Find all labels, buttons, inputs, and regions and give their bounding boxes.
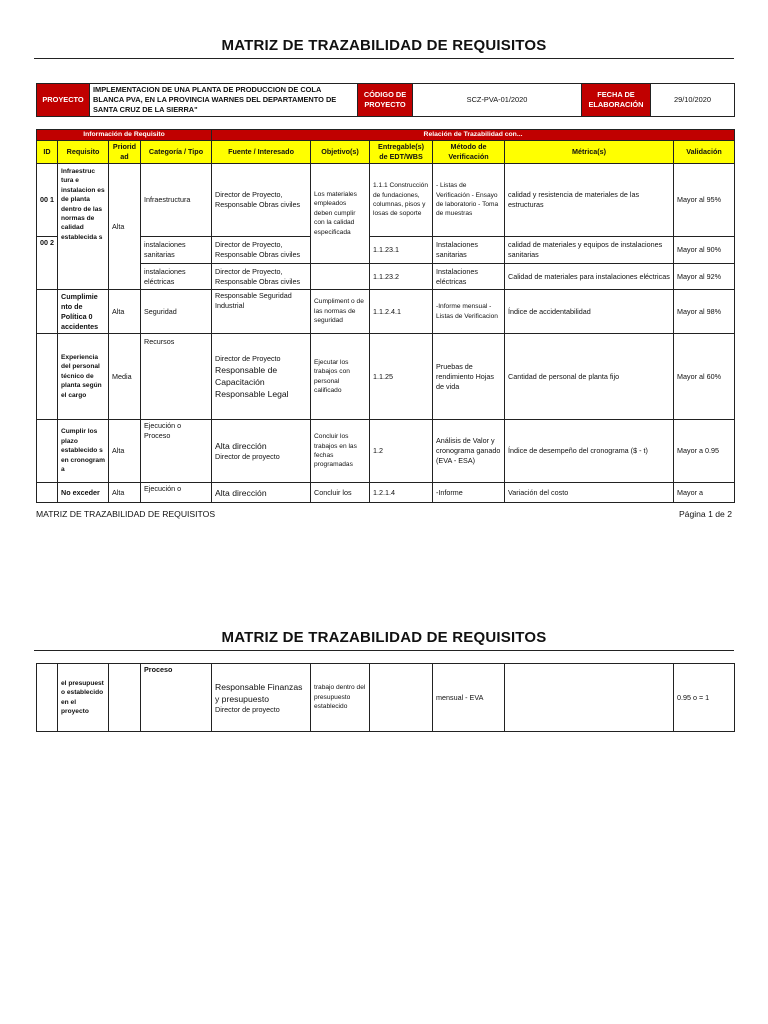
row-metodo: mensual - EVA (433, 664, 505, 732)
row-metodo: Análisis de Valor y cronograma ganado (EVA - ESA) (433, 420, 505, 483)
row-metodo: - Listas de Verificación - Ensayo de laboratorio - Toma de muestras (433, 164, 505, 237)
row-metodo: Instalaciones sanitarias (433, 237, 505, 264)
row-categoria: instalaciones sanitarias (141, 237, 212, 264)
table-row (37, 483, 735, 503)
row-fuente: Director de Proyecto, Responsable Obras civiles (212, 264, 311, 290)
row-objetivo: Concluir los (311, 483, 370, 503)
col-header-requisito: Requisito (58, 141, 109, 164)
fuente-capacitacion: Responsable de Capacitación (215, 364, 278, 387)
table-row (37, 420, 735, 483)
title-rule-2 (34, 650, 734, 651)
row-fuente: Alta dirección (212, 483, 311, 503)
group-header-requirement: Información de Requisito (37, 130, 212, 141)
row-validacion: Mayor a 0.95 (674, 420, 735, 483)
title-rule (34, 58, 734, 59)
row-metrica (505, 664, 674, 732)
row-entregable: 1.1.25 (370, 334, 433, 420)
row-entregable: 1.1.23.1 (370, 237, 433, 264)
row-requisito: Experiencia del personal técnico de planta según el cargo (58, 334, 109, 420)
group-header-traceability: Relación de Trazabilidad con... (212, 130, 735, 141)
row-categoria: Seguridad (141, 290, 212, 334)
row-fuente: Director de Proyecto, Responsable Obras civiles (212, 237, 311, 264)
table-row (37, 237, 735, 264)
row-metrica: Cantidad de personal de planta fijo (505, 334, 674, 420)
col-header-fuente: Fuente / Interesado (212, 141, 311, 164)
row-metodo: -Informe mensual -Listas de Verificacion (433, 290, 505, 334)
row-objetivo: Cumpliment o de las normas de seguridad (311, 290, 370, 334)
row-id (37, 334, 58, 420)
row-entregable: 1.1.1 Construcción de fundaciones, columnas, pisos y losas de soporte (370, 164, 433, 237)
row-metrica: Variación del costo (505, 483, 674, 503)
row-requisito: Cumplir los plazo establecido s en cronogram a (58, 420, 109, 483)
traceability-matrix-continuation (36, 663, 735, 732)
row-validacion: Mayor al 60% (674, 334, 735, 420)
row-prioridad: Alta (109, 420, 141, 483)
row-requisito: No exceder (58, 483, 109, 503)
row-entregable: 1.1.23.2 (370, 264, 433, 290)
col-header-categoria: Categoría / Tipo (141, 141, 212, 164)
row-validacion: Mayor a (674, 483, 735, 503)
table-row (37, 334, 735, 420)
date-label: FECHA DE ELABORACIÓN (582, 84, 651, 117)
row-prioridad: Alta (109, 290, 141, 334)
col-header-id: ID (37, 141, 58, 164)
row-prioridad: Alta (109, 164, 141, 290)
row-categoria: Recursos (141, 334, 212, 420)
table-row (37, 164, 735, 237)
row-prioridad: Alta (109, 483, 141, 503)
row-fuente (212, 334, 311, 420)
col-header-metodo: Método de Verificación (433, 141, 505, 164)
page-title-2: MATRIZ DE TRAZABILIDAD DE REQUISITOS (221, 629, 547, 646)
col-header-entregable: Entregable(s) de EDT/WBS (370, 141, 433, 164)
row-entregable: 1.2 (370, 420, 433, 483)
row-fuente: Responsable Seguridad Industrial (212, 290, 311, 334)
row-id (37, 483, 58, 503)
row-objetivo (311, 264, 370, 290)
page-title: MATRIZ DE TRAZABILIDAD DE REQUISITOS (221, 37, 547, 54)
row-categoria: Ejecución o (141, 483, 212, 503)
row-requisito: el presupuest o establecido en el proyecto (58, 664, 109, 732)
row-id: 00 2 (37, 237, 58, 290)
table-row (37, 664, 735, 732)
row-metodo: Pruebas de rendimiento Hojas de vida (433, 334, 505, 420)
row-id (37, 664, 58, 732)
row-prioridad (109, 664, 141, 732)
fuente-finanzas: Responsable Finanzas y presupuesto (215, 681, 303, 704)
row-validacion: Mayor al 90% (674, 237, 735, 264)
row-categoria: Proceso (141, 664, 212, 732)
row-prioridad: Media (109, 334, 141, 420)
traceability-matrix (36, 129, 735, 503)
page-number: Página 1 de 2 (678, 509, 732, 519)
row-requisito: Cumplimie nto de Política 0 accidentes (58, 290, 109, 334)
row-categoria: Infraestructura (141, 164, 212, 237)
row-validacion: Mayor al 98% (674, 290, 735, 334)
row-metodo: Instalaciones eléctricas (433, 264, 505, 290)
table-row (37, 290, 735, 334)
fuente-director: Director de proyecto (215, 452, 280, 461)
row-id: 00 1 (37, 164, 58, 237)
project-code-label: CÓDIGO DE PROYECTO (358, 84, 413, 117)
row-categoria: Ejecución o Proceso (141, 420, 212, 483)
footer-title: MATRIZ DE TRAZABILIDAD DE REQUISITOS (36, 509, 216, 519)
row-metrica: Índice de accidentabilidad (505, 290, 674, 334)
row-metrica: Calidad de materiales para instalaciones eléctricas (505, 264, 674, 290)
row-objetivo: Concluir los trabajos en las fechas programadas (311, 420, 370, 483)
row-entregable: 1.1.2.4.1 (370, 290, 433, 334)
row-entregable: 1.2.1.4 (370, 483, 433, 503)
project-name: IMPLEMENTACION DE UNA PLANTA DE PRODUCCION DE COLA BLANCA PVA, EN LA PROVINCIA WARNES DEL DEPARTAMENTO DE SANTA CRUZ DE LA SIERRA" (90, 84, 358, 117)
col-header-validacion: Validación (674, 141, 735, 164)
row-metrica: calidad de materiales y equipos de instalaciones sanitarias (505, 237, 674, 264)
row-validacion: Mayor al 92% (674, 264, 735, 290)
row-id (37, 420, 58, 483)
row-requisito: Infraestruc tura e instalacion es de planta dentro de las normas de calidad establecida s (58, 164, 109, 290)
row-validacion: Mayor al 95% (674, 164, 735, 237)
row-entregable (370, 664, 433, 732)
elaboration-date: 29/10/2020 (651, 84, 735, 117)
fuente-legal: Responsable Legal (215, 388, 289, 399)
project-label: PROYECTO (37, 84, 90, 117)
col-header-metrica: Métrica(s) (505, 141, 674, 164)
row-metrica: calidad y resistencia de materiales de las estructuras (505, 164, 674, 237)
row-objetivo: Ejecutar los trabajos con personal calificado (311, 334, 370, 420)
fuente-director: Director de Proyecto (215, 353, 281, 363)
row-objetivo: trabajo dentro del presupuesto establecido (311, 664, 370, 732)
table-row (37, 264, 735, 290)
row-id (37, 290, 58, 334)
row-fuente (212, 420, 311, 483)
row-objetivo: Los materiales empleados deben cumplir con la calidad especificada (311, 164, 370, 264)
fuente-alta-direccion: Alta dirección (215, 441, 267, 451)
project-info-table (36, 83, 735, 117)
row-fuente: Director de Proyecto, Responsable Obras civiles (212, 164, 311, 237)
row-metrica: Índice de desempeño del cronograma ($ - t) (505, 420, 674, 483)
fuente-director: Director de proyecto (215, 704, 280, 714)
project-code: SCZ-PVA-01/2020 (413, 84, 582, 117)
row-categoria: instalaciones eléctricas (141, 264, 212, 290)
row-metodo: -Informe (433, 483, 505, 503)
col-header-objetivo: Objetivo(s) (311, 141, 370, 164)
row-validacion: 0.95 o = 1 (674, 664, 735, 732)
col-header-prioridad: Priorid ad (109, 141, 141, 164)
row-fuente (212, 664, 311, 732)
